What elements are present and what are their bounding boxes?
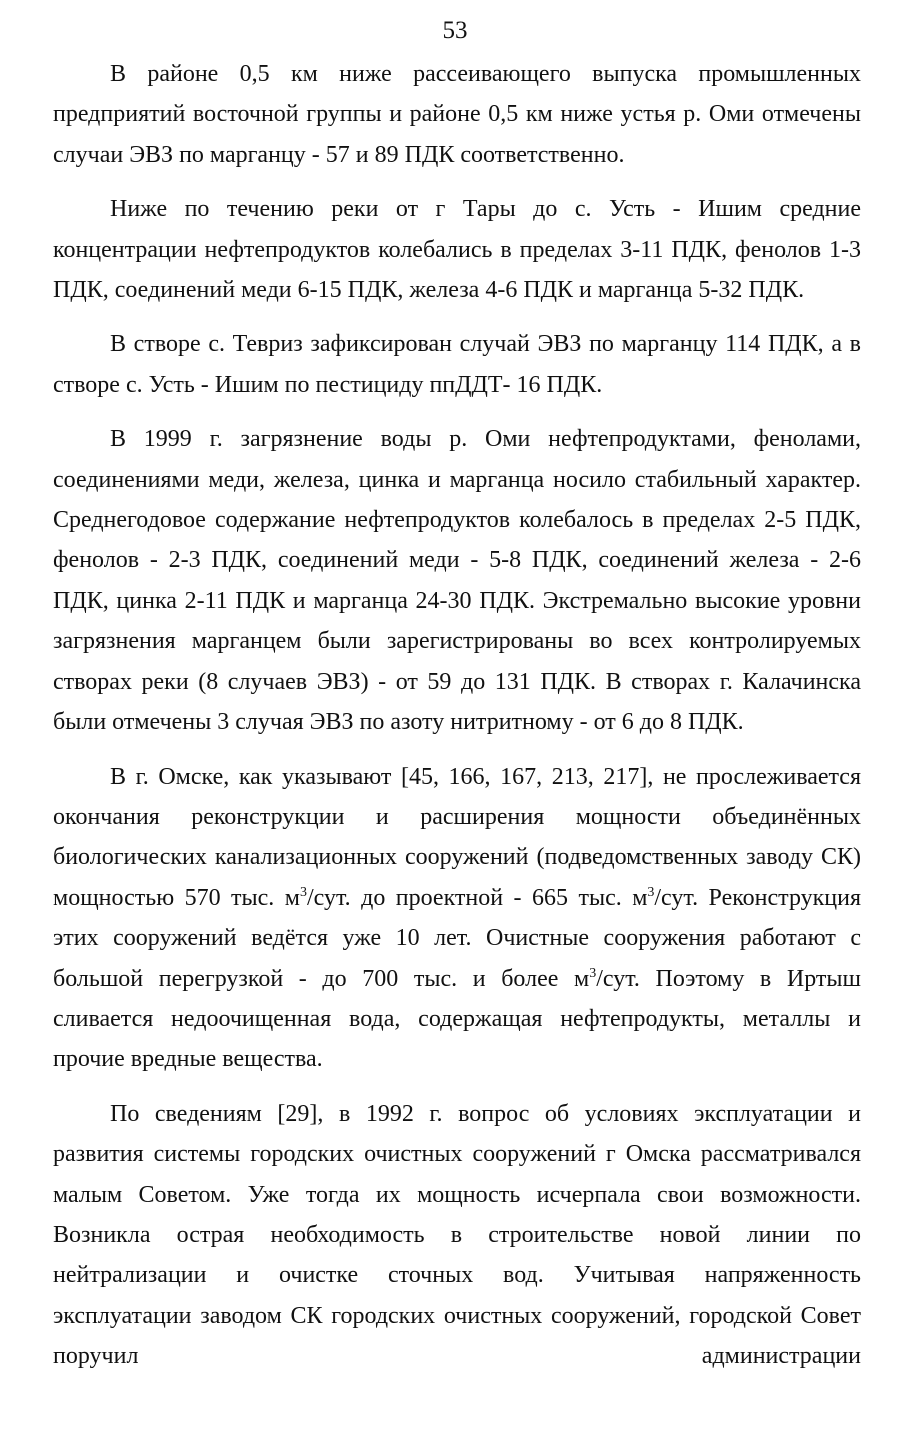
paragraph: В створе с. Тевриз зафиксирован случай ЭВЗ по марганцу 114 ПДК, а в створе с. Усть - Ишим по пестициду ппДДТ- 16 ПДК. [53,331,861,398]
paragraph: По сведениям [29], в 1992 г. вопрос об условиях эксплуатации и развития системы городских очистных сооружений г Омска рассматривался малым Советом. Уже тогда их мощность исчерпала свои возможности. Возникла острая необходимость в строительстве новой линии по нейтрализации и очистке сточных вод. Учитывая напряженность эксплуатации заводом СК городских очистных сооружений, городской Совет поручил администрации [53,1100,861,1370]
paragraph: В 1999 г. загрязнение воды р. Оми нефтепродуктами, фенолами, соединениями меди, железа, цинка и марганца носило стабильный характер. Среднегодовое содержание нефтепродуктов колебалось в пределах 2-5 ПДК, фенолов - 2-3 ПДК, соединений меди - 5-8 ПДК, соединений железа - 2-6 ПДК, цинка 2-11 ПДК и марганца 24-30 ПДК. Экстремально высокие уровни загрязнения марганцем были зарегистрированы во всех контролируемых створах реки (8 случаев ЭВЗ) - от 59 до 131 ПДК. В створах г. Калачинска были отмечены 3 случая ЭВЗ по азоту нитритному - от 6 до 8 ПДК. [53,426,861,736]
superscript: 3 [589,965,597,981]
text-run: В г. Омске, как указывают [45, 166, 167, 213, 217], не прослеживается окончания реконструкции и расширения мощности объединённых биологических канализационных сооружений (подведомственных заводу СК) мощностью 570 тыс. м [53,763,861,911]
paragraph: В районе 0,5 км ниже рассеивающего выпуска промышленных предприятий восточной группы и районе 0,5 км ниже устья р. Оми отмечены случаи ЭВЗ по марганцу - 57 и 89 ПДК соответственно. [53,61,861,168]
paragraph: Ниже по течению реки от г Тары до с. Усть - Ишим средние концентрации нефтепродуктов колебались в пределах 3-11 ПДК, фенолов 1-3 ПДК, соединений меди 6-15 ПДК, железа 4-6 ПДК и марганца 5-32 ПДК. [53,196,861,304]
superscript: 3 [299,884,307,900]
text-run: /сут. Реконструкция этих сооружений ведётся уже 10 лет. Очистные сооружения работают с большой перегрузкой - до 700 тыс. и более м [53,884,862,992]
text-run: /сут. до проектной - 665 тыс. м [306,884,648,911]
body-text [53,54,861,1377]
superscript: 3 [647,884,655,900]
text-run: /сут. Поэтому в Иртыш сливается недоочищенная вода, содержащая нефтепродукты, металлы и прочие вредные вещества. [53,965,861,1073]
paragraph-omsk-treatment [53,757,861,1080]
page-number: 53 [442,17,468,44]
